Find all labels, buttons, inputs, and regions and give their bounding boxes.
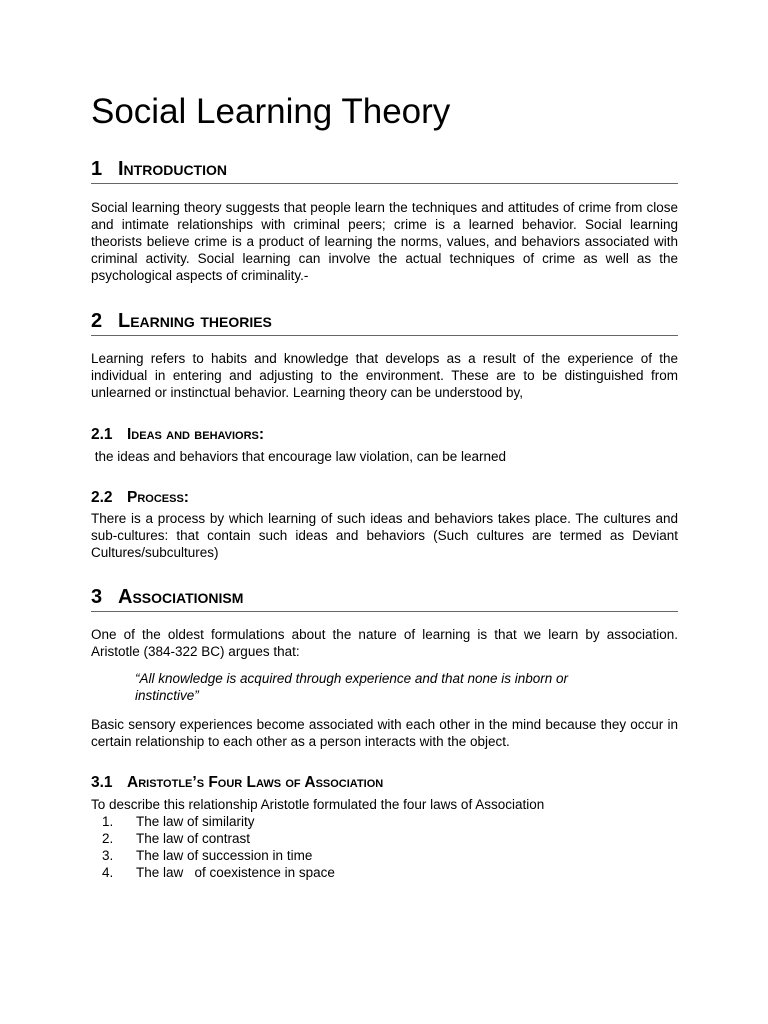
page-title: Social Learning Theory: [91, 92, 451, 131]
sensory-experience-paragraph: Basic sensory experiences become associated with each other in the mind because they occur in certain relationship to each other as a person interacts with the object.: [91, 717, 678, 749]
list-item: [91, 830, 335, 847]
learning-theories-paragraph: Learning refers to habits and knowledge that develops as a result of the experience of the individual in entering and adjusting to the environment. These are to be distinguished from unlearned or instinctual behavior. Learning theory can be understood by,: [91, 351, 678, 400]
process-paragraph: There is a process by which learning of such ideas and behaviors takes place. The cultures and sub-cultures: that contain such ideas and behaviors (Such cultures are termed as Deviant Cultures/subcultures): [91, 511, 678, 560]
section-title: Introduction: [118, 158, 227, 180]
list-item-text: The law of similarity: [136, 814, 255, 829]
list-item: [91, 847, 335, 864]
laws-list: [91, 813, 335, 881]
section-heading-introduction: [91, 158, 678, 184]
associationism-paragraph: One of the oldest formulations about the nature of learning is that we learn by association. Aristotle (384-322 BC) argues that:: [91, 627, 678, 659]
list-number: 4.: [102, 865, 114, 880]
section-number: 3: [91, 586, 103, 608]
introduction-paragraph: Social learning theory suggests that people learn the techniques and attitudes of crime from close and intimate relationships with criminal peers; crime is a learned behavior. Social learning theorists believe crime is a product of learning the norms, values, and behaviors associated with criminal activity. Social learning can involve the actual techniques of crime as well as the psychological aspects of criminality.-: [91, 200, 678, 283]
list-item: [91, 864, 335, 881]
list-number: 3.: [102, 848, 114, 863]
subsection-number: 2.2: [91, 489, 113, 506]
four-laws-intro: To describe this relationship Aristotle formulated the four laws of Association: [91, 797, 545, 812]
subsection-heading-four-laws: [91, 774, 383, 792]
subsection-number: 2.1: [91, 426, 113, 443]
subsection-title: Ideas and behaviors:: [127, 426, 265, 443]
list-item-text: The law of succession in time: [136, 848, 313, 863]
section-heading-associationism: [91, 586, 678, 612]
subsection-title: Aristotle’s Four Laws of Association: [127, 774, 384, 791]
list-item-text: The law of coexistence in space: [136, 865, 335, 880]
section-title: Learning theories: [118, 310, 272, 332]
subsection-heading-ideas-behaviors: [91, 426, 264, 444]
aristotle-quote: “All knowledge is acquired through experience and that none is inborn or instinctive”: [135, 671, 569, 703]
list-item: [91, 813, 335, 830]
list-number: 1.: [102, 814, 114, 829]
section-number: 1: [91, 158, 103, 180]
subsection-heading-process: [91, 489, 189, 507]
subsection-number: 3.1: [91, 774, 113, 791]
section-number: 2: [91, 310, 103, 332]
list-number: 2.: [102, 831, 114, 846]
list-item-text: The law of contrast: [136, 831, 251, 846]
section-heading-learning-theories: [91, 310, 678, 336]
ideas-behaviors-paragraph: the ideas and behaviors that encourage law violation, can be learned: [91, 449, 507, 464]
subsection-title: Process:: [127, 489, 189, 506]
section-title: Associationism: [118, 586, 244, 608]
